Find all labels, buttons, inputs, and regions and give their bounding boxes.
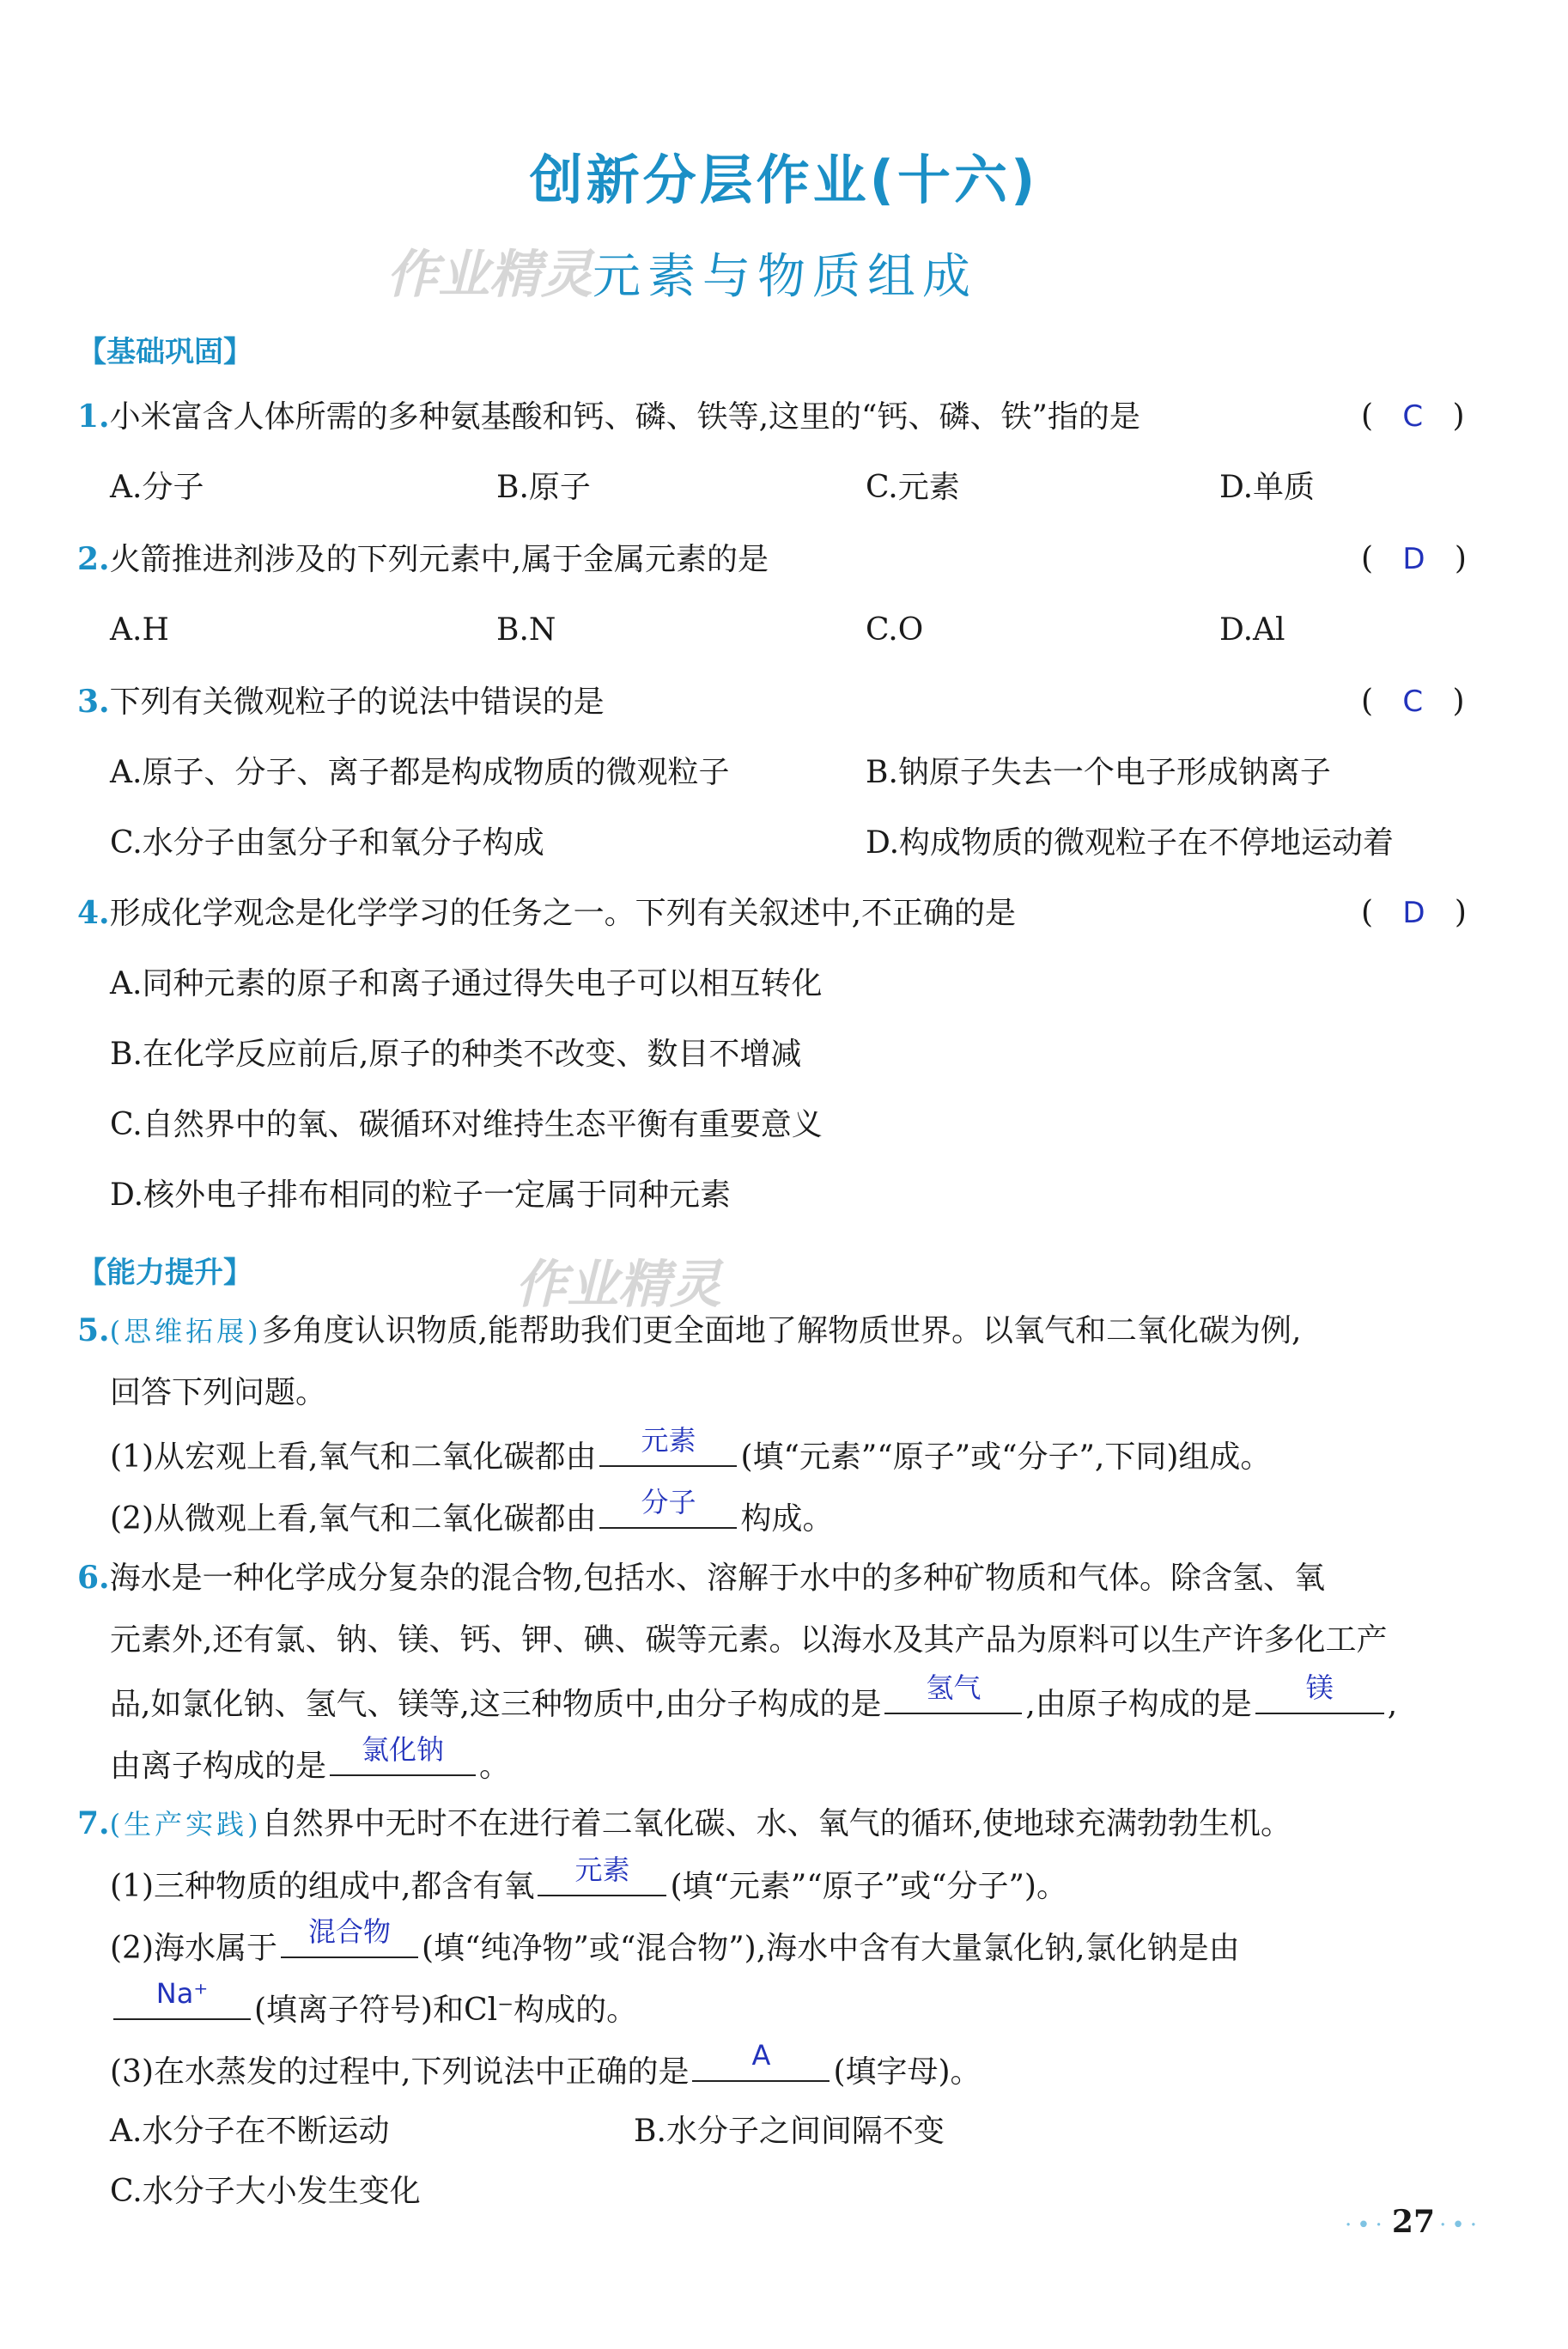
question-5-part-1 — [110, 1423, 1272, 1476]
part-text: (填字母)。 — [833, 2054, 982, 2090]
answer-fill: 混合物 — [307, 1914, 391, 1948]
question-7-part-1 — [110, 1853, 1067, 1905]
question-stem-cont: 回答下列问题。 — [110, 1375, 327, 1410]
question-tag: (思维拓展) — [109, 1315, 262, 1348]
option-a: A.水分子在不断运动 — [110, 2114, 390, 2149]
question-number: 2. — [77, 541, 110, 577]
answer-blank — [884, 1670, 1022, 1714]
section-advanced-heading: 【能力提升】 — [77, 1256, 252, 1290]
question-6-line-3 — [110, 1670, 1398, 1723]
page-number: 27 — [1391, 2204, 1436, 2240]
part-text: (填“纯净物”或“混合物”),海水中含有大量氯化钠,氯化钠是由 — [422, 1931, 1240, 1966]
answer-fill: 镁 — [1305, 1670, 1334, 1704]
option-b: B.在化学反应前后,原子的种类不改变、数目不增减 — [110, 1037, 802, 1072]
option-c: C.自然界中的氧、碳循环对维持生态平衡有重要意义 — [110, 1107, 823, 1142]
answer-fill: 元素 — [574, 1853, 630, 1886]
question-5-part-2 — [110, 1485, 834, 1537]
answer-fill: 元素 — [641, 1423, 696, 1457]
question-4 — [77, 895, 1016, 932]
part-text: (填“元素”“原子”或“分子”)。 — [670, 1869, 1067, 1904]
watermark-logo: 作业精灵 — [515, 1255, 721, 1315]
part-text: (2)从微观上看,氧气和二氧化碳都由 — [110, 1501, 597, 1537]
page-subtitle: 元素与物质组成 — [593, 249, 977, 305]
part-text: , — [1387, 1687, 1398, 1722]
option-c: C.水分子由氢分子和氧分子构成 — [110, 825, 544, 861]
part-text: (1)从宏观上看,氧气和二氧化碳都由 — [110, 1439, 597, 1475]
question-stem: 小米富含人体所需的多种氨基酸和钙、磷、铁等,这里的“钙、磷、铁”指的是 — [109, 399, 1140, 435]
answer-mark: D — [1402, 542, 1425, 576]
answer-bracket-4: ( D ) — [1361, 895, 1467, 930]
question-number: 1. — [77, 399, 110, 435]
answer-fill: A — [751, 2038, 771, 2072]
answer-bracket-2: ( D ) — [1361, 541, 1467, 576]
answer-blank — [1255, 1670, 1384, 1714]
page-title: 创新分层作业(十六) — [529, 149, 1039, 211]
watermark-logo: 作业精灵 — [386, 245, 593, 305]
option-a: A.分子 — [110, 470, 204, 505]
question-tag: (生产实践) — [109, 1808, 262, 1841]
question-number: 4. — [77, 895, 110, 931]
question-7-part-2 — [110, 1914, 1240, 1967]
answer-fill: 分子 — [641, 1485, 696, 1518]
question-1 — [77, 399, 1140, 435]
answer-blank — [538, 1853, 666, 1896]
question-7 — [77, 1805, 1291, 1842]
answer-fill: 氯化钠 — [362, 1732, 445, 1766]
question-7-part-3 — [110, 2038, 982, 2090]
option-d: D.核外电子排布相同的粒子一定属于同种元素 — [110, 1178, 732, 1213]
option-b: B.原子 — [496, 470, 591, 505]
answer-blank — [330, 1732, 476, 1776]
part-text: (填离子符号)和Cl⁻构成的。 — [254, 1993, 638, 2028]
question-number: 7. — [77, 1805, 110, 1841]
part-text: 构成。 — [740, 1501, 834, 1537]
question-number: 6. — [77, 1560, 110, 1596]
answer-blank — [692, 2038, 830, 2082]
answer-fill: 氢气 — [926, 1670, 982, 1704]
answer-blank — [599, 1423, 737, 1467]
question-stem: 下列有关微观粒子的说法中错误的是 — [109, 685, 605, 720]
question-stem: 多角度认识物质,能帮助我们更全面地了解物质世界。以氧气和二氧化碳为例, — [261, 1313, 1302, 1348]
option-d: D.Al — [1219, 612, 1285, 648]
section-basic-heading: 【基础巩固】 — [77, 335, 252, 369]
part-text: 。 — [479, 1749, 511, 1784]
question-stem-cont: 元素外,还有氯、钠、镁、钙、钾、碘、碳等元素。以海水及其产品为原料可以生产许多化工产 — [110, 1622, 1388, 1658]
part-text: (2)海水属于 — [110, 1931, 277, 1966]
answer-fill: Na⁺ — [155, 1976, 209, 2010]
question-6 — [77, 1560, 1325, 1597]
question-7-part-2-cont — [110, 1976, 638, 2029]
question-3 — [77, 684, 605, 721]
answer-blank — [113, 1976, 251, 2020]
option-c: C.水分子大小发生变化 — [110, 2174, 421, 2209]
option-a: A.原子、分子、离子都是构成物质的微观粒子 — [110, 755, 730, 790]
option-c: C.元素 — [866, 470, 960, 505]
part-text: 品,如氯化钠、氢气、镁等,这三种物质中,由分子构成的是 — [110, 1687, 882, 1722]
option-c: C.O — [866, 612, 924, 648]
option-a: A.同种元素的原子和离子通过得失电子可以相互转化 — [110, 966, 823, 1001]
option-b: B.水分子之间间隔不变 — [634, 2114, 945, 2149]
part-text: (1)三种物质的组成中,都含有氧 — [110, 1869, 535, 1904]
part-text: 由离子构成的是 — [110, 1749, 327, 1784]
answer-blank — [281, 1914, 418, 1958]
option-a: A.H — [110, 612, 169, 648]
decorative-dots-icon: ·•· — [1344, 2212, 1388, 2238]
answer-mark: C — [1402, 399, 1424, 434]
answer-blank — [599, 1485, 737, 1529]
answer-mark: C — [1402, 685, 1424, 719]
question-stem: 形成化学观念是化学学习的任务之一。下列有关叙述中,不正确的是 — [109, 896, 1017, 931]
answer-mark: D — [1402, 896, 1425, 930]
page-number-badge — [1345, 2204, 1482, 2240]
option-b: B.N — [496, 612, 556, 648]
option-b: B.钠原子失去一个电子形成钠离子 — [866, 755, 1331, 790]
question-stem: 自然界中无时不在进行着二氧化碳、水、氧气的循环,使地球充满勃勃生机。 — [261, 1806, 1292, 1841]
option-d: D.构成物质的微观粒子在不停地运动着 — [866, 825, 1395, 861]
question-5 — [77, 1312, 1301, 1349]
part-text: (3)在水蒸发的过程中,下列说法中正确的是 — [110, 2054, 690, 2090]
decorative-dots-icon: ·•· — [1439, 2212, 1482, 2238]
part-text: ,由原子构成的是 — [1025, 1687, 1252, 1722]
question-6-line-4 — [110, 1732, 511, 1785]
question-stem: 海水是一种化学成分复杂的混合物,包括水、溶解于水中的多种矿物质和气体。除含氢、氧 — [109, 1561, 1326, 1596]
option-d: D.单质 — [1219, 470, 1316, 505]
question-2 — [77, 541, 769, 578]
answer-bracket-1: ( C ) — [1361, 399, 1465, 434]
question-number: 5. — [77, 1312, 110, 1348]
question-number: 3. — [77, 684, 110, 720]
question-stem: 火箭推进剂涉及的下列元素中,属于金属元素的是 — [109, 542, 769, 577]
answer-bracket-3: ( C ) — [1361, 684, 1465, 719]
part-text: (填“元素”“原子”或“分子”,下同)组成。 — [740, 1439, 1272, 1475]
